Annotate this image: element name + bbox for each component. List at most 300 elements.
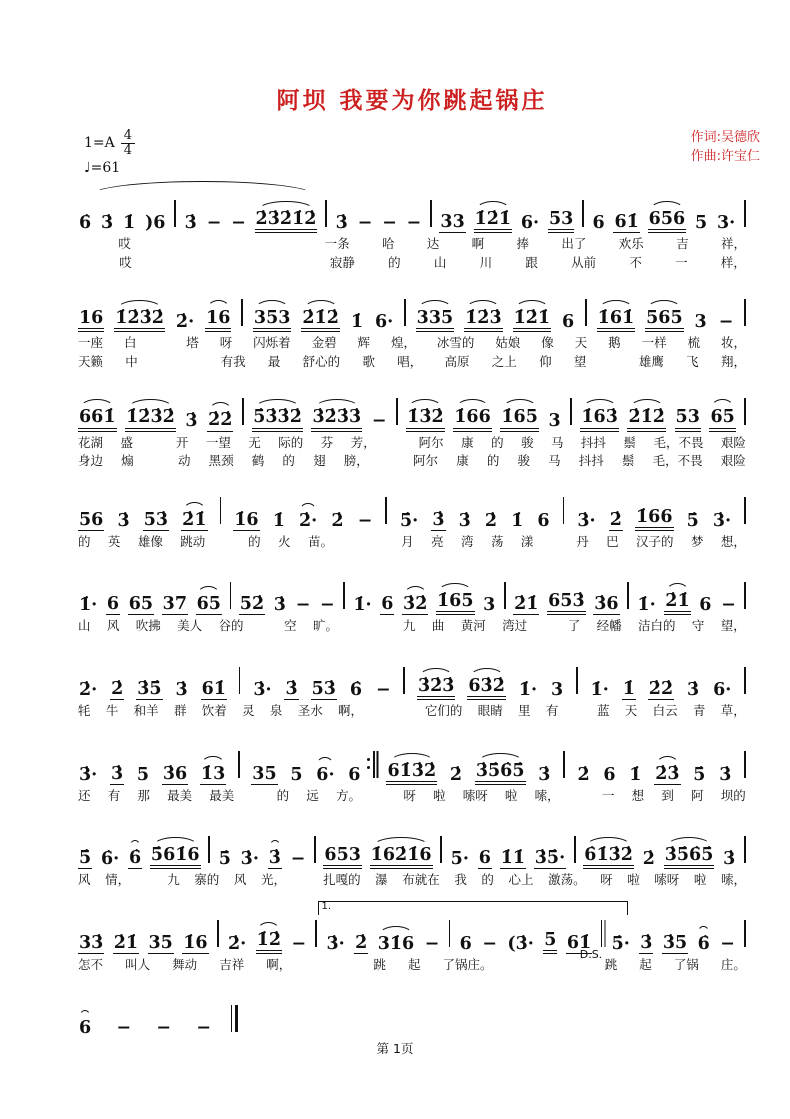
lyric-syllable: 出了 [561,236,587,251]
lyric-syllable: 抖抖 [581,434,607,450]
note-group: 63̇2̇ [467,676,506,700]
note-group: 1̇1̇ [500,848,525,869]
note-group: 6 [459,933,472,954]
notation-row [78,193,746,233]
note-group: − [231,212,246,233]
lyric-syllable: 瀑 [375,872,388,888]
lyric-syllable: 草， [720,703,746,718]
lyric-syllable: 祥， [720,236,746,251]
lyric-syllable: 九 [167,872,180,888]
note-group: )6 [144,212,166,233]
lyric-syllable: 阿尔 [413,453,439,469]
note-group: 1̇ [622,678,635,699]
system [78,575,746,634]
note-group: 5 [694,212,708,233]
score-content [78,0,760,1065]
note-group: 1̇2̇3̇2̇ [125,407,176,431]
barline [574,836,576,863]
barline [404,299,406,326]
note-group: 1̇3̇2̇ [406,407,445,431]
barline [315,920,317,947]
lyric-row [78,335,746,351]
lyric-syllable: 守 [691,618,705,634]
note-group: 1̇· [590,679,609,700]
lyric-syllable: 洁白的 [638,618,676,634]
note-group: 61̇ [201,678,226,699]
lyric-syllable: 我 [454,872,467,888]
system [78,999,746,1039]
lyric-syllable: 鬃 [621,453,635,469]
barline [238,751,240,778]
lyric-syllable: 姑娘 [495,335,521,351]
note-group: 61̇3̇2̇ [386,761,437,785]
note-group: 6 [699,595,712,616]
barline [217,920,219,947]
lyric-syllable: 辉 [357,335,371,351]
note-group: 3̇· [577,510,596,531]
lyric-syllable: 阿 [691,787,704,803]
lyric-syllable: 起 [407,956,421,972]
note-group: 1̇66 [635,507,674,531]
volta-label: 1. [321,900,332,912]
lyric-syllable: 最美 [209,787,235,803]
note-group: − [721,595,736,616]
barline [744,751,746,778]
lyric-syllable: 飞 [686,353,699,369]
note-group: 1̇ [272,510,285,531]
lyric-syllable: 的 [282,453,295,469]
notation-row [78,292,746,332]
lyric-syllable: 和羊 [133,703,159,718]
lyric-syllable: 望， [720,618,746,634]
note-group: 6 [381,594,394,615]
note-group: 5̇61̇6 [150,845,201,869]
lyric-syllable: 心上 [508,872,534,888]
note-group: 2̇ [331,510,344,531]
note-group: 3̇ [184,212,197,233]
note-group: 61̇ [566,932,592,953]
repeat-barline [373,751,375,778]
lyric-syllable: 吹拂 [135,618,161,634]
lyric-syllable: 月 [401,533,414,549]
note-group: 2̇ [609,509,622,530]
barline [314,836,316,863]
lyric-syllable: 最 [267,353,281,369]
note-group: 2̇· [79,679,98,700]
note-group: 65 [128,594,154,615]
lyric-syllable: 寂静 [329,254,355,270]
lyric-syllable: 跳 [373,956,386,972]
lyric-syllable: 经幡 [596,618,622,634]
lyric-syllable: 芳， [350,434,376,450]
lyric-syllable: 雄鹰 [638,353,664,369]
note-group: 3̇ [111,763,124,784]
lyric-syllable: 荡 [490,533,504,549]
lyric-syllable: 鬃 [623,434,636,450]
note-group: 1̇· [518,679,538,700]
lyric-syllable: 群 [173,703,187,718]
note-group: 3̇· [253,679,272,700]
note-group: 5̇ [79,848,92,869]
lyric-syllable: 一样 [641,335,667,351]
barline [403,667,405,694]
lyric-syllable: 煽 [121,453,134,469]
lyric-syllable: 还 [78,787,91,803]
lyric-syllable: 抖抖 [578,453,604,469]
lyric-syllable: 像 [541,335,554,351]
barline [449,920,451,947]
lyric-syllable: 了 [567,618,581,634]
systems [78,193,746,1039]
note-group: 1̇2̇1̇ [513,308,552,332]
note-group: 5̇· [611,933,630,954]
note-group: 3̇· [240,849,259,870]
lyric-syllable: 吉祥 [219,956,245,972]
system [78,491,746,550]
barline [576,667,578,694]
lyric-syllable: 湾 [461,533,474,549]
lyric-syllable: 蓝 [596,703,610,718]
barline [385,497,387,524]
note-group: 3̇ [268,848,281,869]
lyric-syllable: 天籁 [78,353,104,369]
lyric-syllable: 泉 [269,703,283,718]
lyric-syllable: 眼睛 [477,703,503,718]
note-group: 56 [79,509,104,530]
note-group: 3̇· [326,933,345,954]
lyric-syllable: 唱， [397,353,423,369]
page-number: 第 1页 [376,1041,414,1056]
lyric-syllable: 风 [233,872,247,888]
note-group: 52̇ [239,594,265,615]
note-group: − [357,510,373,531]
lyric-syllable: 那 [137,787,150,803]
note-group: − [196,1018,211,1039]
lyric-syllable: 有我 [220,353,246,369]
note-group: 2̇ [642,849,655,870]
lyric-syllable: 中 [125,353,138,369]
lyric-syllable: 有 [545,703,559,718]
lyric-syllable: 有 [107,787,121,803]
note-group: 1̇66 [453,407,492,431]
note-group: 53 [548,209,574,233]
lyric-row [78,703,746,719]
lyric-row [78,618,746,634]
barline [343,582,345,609]
notation-row [78,745,746,785]
note-group: 661̇ [78,407,117,431]
lyric-syllable: 艰险 [720,453,746,469]
note-group: 1̇2̇1̇ [474,209,513,233]
lyric-syllable: 嗦呀 [462,787,488,803]
lyric-syllable: 风 [78,872,91,888]
lyric-syllable: 青 [692,703,706,718]
lyric-syllable: 的 [388,254,401,270]
notation-row [78,575,746,615]
barline [744,920,746,947]
key-signature-block [84,129,135,176]
lyric-syllable: 光， [260,872,286,888]
lyric-syllable: 九 [403,618,416,634]
note-group: − [156,1018,171,1039]
lyric-syllable: 圣水 [297,703,323,718]
lyric-syllable: 嗦， [534,787,560,803]
note-group: 335 [416,308,455,332]
lyric-syllable: 妆， [720,335,746,351]
lyric-syllable: 美人 [177,618,203,634]
lyric-syllable: 身边 [78,453,104,469]
note-group: 2̇· [298,510,318,531]
lyric-syllable: 梦 [690,533,704,549]
note-group: 2̇· [175,312,195,333]
lyric-syllable: 翔， [720,353,746,369]
barline [563,497,565,524]
lyric-syllable: 方。 [335,787,361,803]
lyric-syllable: 了锅庄。 [442,956,493,972]
barline [582,200,584,227]
note-group: 3 [550,679,564,700]
note-group: 3̇2̇3̇ [417,676,456,700]
note-group: 35 [148,932,173,953]
lyric-syllable: 牦 [78,703,91,718]
barline [744,582,746,609]
lyric-syllable: 一望 [205,434,231,450]
lyric-row [78,957,746,973]
lyric-syllable: 之上 [491,353,517,369]
note-group: 1̇ [511,510,524,531]
barline [239,667,241,694]
lyric-syllable: 呀 [600,872,613,888]
time-signature-denominator: 4 [123,142,133,158]
note-group: 1̇· [637,595,656,616]
barline [744,836,746,863]
lyric-syllable: 从前 [571,254,597,270]
note-group: 3̇· [79,764,98,785]
note-group: 37 [162,594,188,615]
lyric-syllable: 马 [551,434,564,450]
lyric-syllable: 亮 [431,533,444,549]
barline [570,398,572,425]
lyric-syllable: 谷的 [218,618,244,634]
note-group: 3̇ [719,764,732,785]
lyric-syllable: 毛，不畏 [653,434,704,450]
time-signature [121,129,135,157]
note-group: 6· [316,764,335,785]
lyric-syllable: 嗦呀 [654,872,680,888]
lyric-syllable: 扎嘎的 [323,872,361,888]
lyric-syllable: 天 [574,335,588,351]
lyric-syllable: 毛，不畏 [652,453,703,469]
note-group: 3̇2̇ [403,594,428,615]
note-group: 3̇6 [162,763,188,784]
lyric-syllable: 雄像 [137,533,163,549]
lyric-syllable: 际的 [278,434,304,450]
lyric-row [78,453,746,469]
lyric-syllable: 跟 [525,254,538,270]
note-group: 65 [709,407,735,431]
ds-mark: D.S. [579,947,603,961]
barline [744,398,746,425]
note-group: 3̇ [538,764,551,785]
note-group: 31̇6 [377,933,415,954]
lyric-syllable: 旷。 [313,618,339,634]
note-group: 656 [648,209,687,233]
lyric-syllable: 花湖 [78,434,104,450]
key-signature: 1=A [84,135,115,152]
note-group: (3̇· [507,933,534,954]
lyric-syllable: 歌 [362,353,375,369]
note-group: 2̇ [355,932,368,953]
volta-bracket [318,901,627,915]
note-group: 2̇1̇ [664,591,690,615]
lyric-syllable: 怎不 [78,956,104,972]
lyric-row [78,872,746,888]
note-group: 2̇1̇ [514,594,539,615]
lyric-row [78,255,746,271]
note-group: 6 [79,1018,92,1039]
lyric-syllable: 望 [573,353,587,369]
note-group: 1̇6 [234,509,259,530]
lyric-syllable: 最美 [167,787,193,803]
note-group: 6̇1̇3̇2̇ [583,845,634,869]
lyric-syllable: 激荡。 [548,872,586,888]
lyric-syllable: 的 [491,434,504,450]
lyric-syllable: 湾过 [502,618,528,634]
lyric-syllable: 巴 [606,533,619,549]
note-group: 1̇65 [500,407,539,431]
note-group: − [424,933,440,954]
lyric-syllable: 马 [548,453,561,469]
lyric-syllable: 闪烁着 [253,335,291,351]
note-group: 2̇ [484,510,498,531]
note-group: 5 [290,764,303,785]
lyric-syllable: 黑颈 [208,453,234,469]
note-group: 6̇· [100,849,120,870]
note-group: 5 [136,764,150,785]
note-group: 6̇ [349,679,362,700]
note-group: − [375,679,391,700]
lyric-syllable: 里 [518,703,531,718]
lyric-row [78,354,746,370]
note-group: 3̇ [100,212,114,233]
lyric-syllable: 冰雪的 [436,335,475,351]
lyric-syllable: 天 [624,703,638,718]
note-group: − [406,212,422,233]
note-group: − [371,411,387,432]
note-group: 53 [675,407,701,431]
system [78,745,746,804]
note-group: 61̇ [614,211,639,232]
note-group: 3̇ [458,510,471,531]
note-group: 653 [323,845,362,869]
lyric-syllable: 鹅 [608,335,621,351]
note-group: 653̇ [547,591,586,615]
lyric-syllable: 山 [78,618,91,634]
note-group: 3̇ [185,411,198,432]
system [78,392,746,469]
note-group: 353 [253,308,292,332]
note-group: 6 [592,212,605,233]
note-group: 1̇2̇3̇2̇ [114,308,165,332]
barline [174,200,176,227]
note-group: 6 [348,764,361,785]
lyric-syllable: 漾 [520,533,534,549]
note-group: 2̇3̇ [655,763,680,784]
composer-credit: 作曲:许宝仁 [690,148,760,164]
note-group: 16 [78,308,104,332]
note-group: 6 [603,764,616,785]
note-group: 1̇3 [200,763,226,784]
lyricist-credit: 作词:吴德欣 [690,130,760,145]
lyric-syllable: 灵 [242,703,255,718]
note-group: − [290,849,306,870]
lyric-syllable: 康 [456,453,469,469]
note-group: − [382,212,397,233]
barline [744,497,746,524]
note-group: 3̇ [432,509,445,530]
lyric-syllable: 不 [629,254,642,270]
note-group: 2̇3̇2̇1̇2̇ [255,209,318,233]
note-group: 1̇· [353,595,372,616]
barline [744,667,746,694]
barline [627,582,629,609]
note-group: 3̇5̇ [137,678,162,699]
lyric-syllable: 一条 [324,236,350,251]
lyric-syllable: 金碧 [311,335,337,351]
lyric-syllable: 啦 [693,872,707,888]
note-group: 2̇1̇2̇ [301,308,340,332]
barline [563,751,565,778]
notation-row [78,900,746,961]
lyric-syllable: 样， [720,254,746,270]
lyric-syllable: 达 [426,236,440,251]
lyric-syllable: 了锅 [673,956,699,972]
lyric-syllable: 苗。 [307,533,333,549]
note-group: 33̇ [79,932,104,953]
note-group: 5̇· [400,510,419,531]
note-group: 5̇ [218,849,231,870]
note-group: 2̇1̇ [182,509,207,530]
note-group: 6̇ [128,848,142,869]
note-group: 16 [205,308,231,332]
barline [744,299,746,326]
system [78,660,746,719]
lyric-syllable: 哎 [118,236,131,251]
note-group: 1̇2̇ [256,930,282,954]
lyric-syllable: 跳 [604,956,618,972]
note-group: 1̇· [79,595,98,616]
note-group: 3̇ [687,679,700,700]
lyric-syllable: 啦 [504,787,518,803]
note-group: 6 [106,594,120,615]
note-group: 3̇ [117,510,130,531]
lyric-syllable: 的 [78,533,91,549]
note-group: 1̇ [122,212,136,233]
lyric-syllable: 的 [486,453,500,469]
note-group: 3̇ [285,678,298,699]
song-title: 阿坝 我要为你跳起锅庄 [276,88,548,114]
note-group: − [291,933,307,954]
system [78,900,746,973]
lyric-syllable: 塔 [186,335,199,351]
lyric-syllable: 曲 [431,618,445,634]
notation-row [78,491,746,531]
note-group: 3̇ [175,679,188,700]
note-group: 5̇3̇3̇2̇ [252,407,303,431]
lyric-syllable: 艰险 [720,434,746,450]
lyric-syllable: 一 [675,254,688,270]
lyric-syllable: 情， [105,872,131,888]
